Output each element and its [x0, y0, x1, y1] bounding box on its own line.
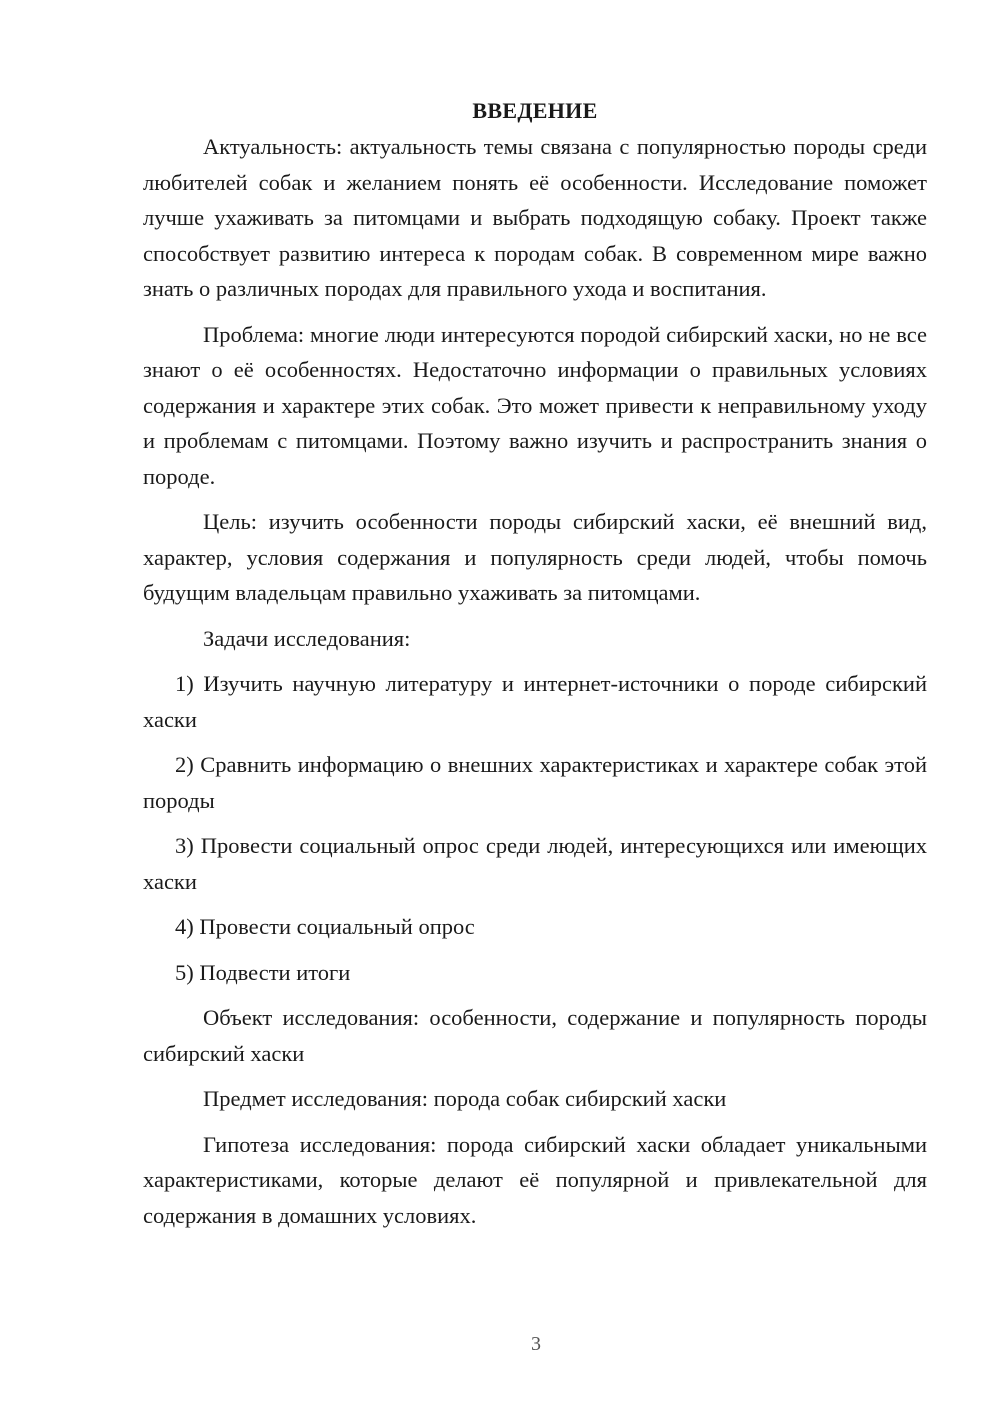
- tasks-label: Задачи исследования:: [203, 625, 411, 651]
- page-content: [143, 94, 927, 1243]
- task-item-3: 3) Провести социальный опрос среди людей, интересующихся или имеющих хаски: [143, 833, 927, 894]
- task-item-5: 5) Подвести итоги: [175, 959, 351, 985]
- page-number: 3: [531, 1333, 541, 1355]
- subject-paragraph: Предмет исследования: порода собак сибирский хаски: [203, 1086, 727, 1111]
- task-item-4: 4) Провести социальный опрос: [175, 914, 475, 939]
- section-title: ВВЕДЕНИЕ: [472, 98, 598, 123]
- goal-paragraph: Цель: изучить особенности породы сибирский хаски, её внешний вид, характер, условия содержания и популярность среди людей, чтобы помочь будущим владельцам правильно ухаживать за питомцами.: [143, 509, 927, 605]
- object-paragraph: Объект исследования: особенности, содержание и популярность породы сибирский хаски: [143, 1005, 927, 1066]
- relevance-paragraph: Актуальность: актуальность темы связана с популярностью породы среди любителей собак и желанием понять её особенности. Исследование поможет лучше ухаживать за питомцами и выбрать подходящую собаку. Проект также способствует развитию интереса к породам собак. В современном мире важно знать о различных породах для правильного ухода и воспитания.: [143, 134, 927, 301]
- task-item-2: 2) Сравнить информацию о внешних характеристиках и характере собак этой породы: [143, 752, 927, 813]
- task-item-1: 1) Изучить научную литературу и интернет-источники о породе сибирский хаски: [143, 671, 927, 732]
- problem-paragraph: Проблема: многие люди интересуются породой сибирский хаски, но не все знают о её особенностях. Недостаточно информации о правильных условиях содержания и характере этих собак. Это может привести к неправильному уходу и проблемам с питомцами. Поэтому важно изучить и распространить знания о породе.: [143, 321, 927, 489]
- hypothesis-paragraph: Гипотеза исследования: порода сибирский хаски обладает уникальными характеристиками, которые делают её популярной и привлекательной для содержания в домашних условиях.: [143, 1131, 927, 1228]
